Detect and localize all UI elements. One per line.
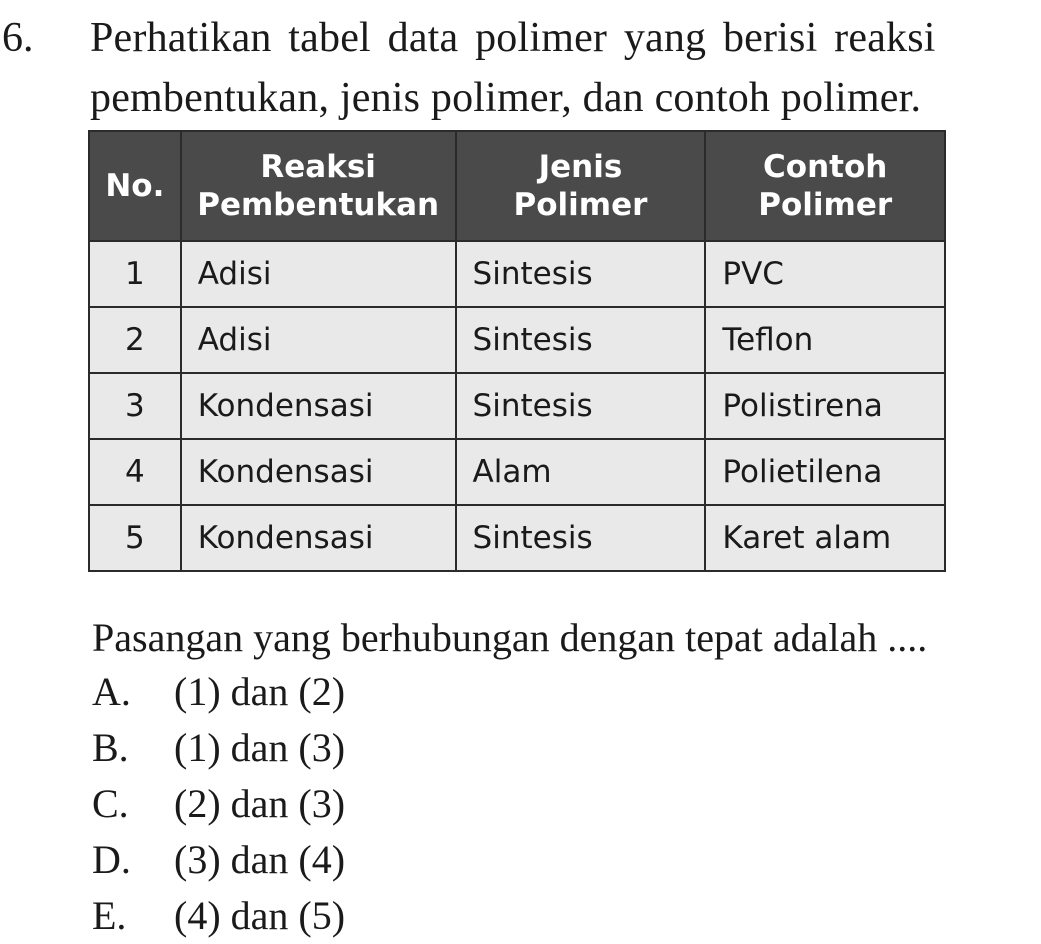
option-letter: E. xyxy=(92,893,127,938)
option-text: (3) dan (4) xyxy=(174,837,346,882)
option-text: (1) dan (3) xyxy=(174,725,346,770)
table-row xyxy=(89,307,945,373)
cell-reaksi: Kondensasi xyxy=(181,505,456,571)
polymer-table xyxy=(88,130,946,572)
cell-no: 2 xyxy=(89,307,181,373)
option-letter: D. xyxy=(92,837,131,882)
cell-no: 3 xyxy=(89,373,181,439)
option-d[interactable] xyxy=(92,832,345,888)
cell-no: 5 xyxy=(89,505,181,571)
cell-jenis: Sintesis xyxy=(456,505,706,571)
option-letter: B. xyxy=(92,725,129,770)
cell-contoh: Karet alam xyxy=(705,505,945,571)
table-header-row xyxy=(89,131,945,241)
option-text: (4) dan (5) xyxy=(174,893,346,938)
option-letter: C. xyxy=(92,781,129,826)
question-number: 6. xyxy=(2,15,34,61)
cell-contoh: Polistirena xyxy=(705,373,945,439)
cell-contoh: Polietilena xyxy=(705,439,945,505)
answer-options xyxy=(92,664,345,944)
cell-jenis: Sintesis xyxy=(456,373,706,439)
option-text: (2) dan (3) xyxy=(174,781,346,826)
question-text-line-2: pembentukan, jenis polimer, dan contoh polimer. xyxy=(90,75,922,121)
table-row xyxy=(89,373,945,439)
option-e[interactable] xyxy=(92,888,345,944)
question-text-line-1: Perhatikan tabel data polimer yang berisi reaksi xyxy=(90,15,936,61)
table-body xyxy=(89,241,945,571)
question-prompt: Pasangan yang berhubungan dengan tepat adalah .... xyxy=(92,615,928,660)
cell-reaksi: Kondensasi xyxy=(181,373,456,439)
question-text xyxy=(90,8,1020,128)
cell-no: 1 xyxy=(89,241,181,307)
cell-reaksi: Adisi xyxy=(181,307,456,373)
header-no: No. xyxy=(89,131,181,241)
cell-reaksi: Adisi xyxy=(181,241,456,307)
cell-jenis: Alam xyxy=(456,439,706,505)
table-row xyxy=(89,439,945,505)
cell-no: 4 xyxy=(89,439,181,505)
cell-jenis: Sintesis xyxy=(456,307,706,373)
option-a[interactable] xyxy=(92,664,345,720)
option-c[interactable] xyxy=(92,776,345,832)
option-b[interactable] xyxy=(92,720,345,776)
option-letter: A. xyxy=(92,669,131,714)
table-row xyxy=(89,241,945,307)
header-jenis-polimer: Jenis Polimer xyxy=(456,131,706,241)
option-text: (1) dan (2) xyxy=(174,669,346,714)
table-header xyxy=(89,131,945,241)
cell-contoh: PVC xyxy=(705,241,945,307)
cell-reaksi: Kondensasi xyxy=(181,439,456,505)
header-reaksi-pembentukan: Reaksi Pembentukan xyxy=(181,131,456,241)
cell-jenis: Sintesis xyxy=(456,241,706,307)
header-contoh-polimer: Contoh Polimer xyxy=(705,131,945,241)
table-row xyxy=(89,505,945,571)
cell-contoh: Teflon xyxy=(705,307,945,373)
